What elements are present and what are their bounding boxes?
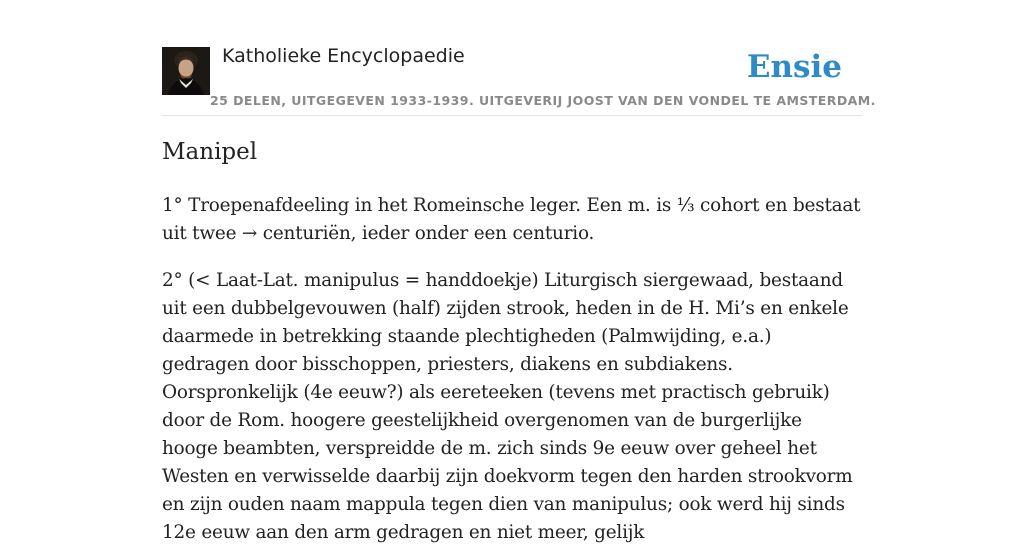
article-paragraph-1: 1° Troepenafdeeling in het Romeinsche leger. Een m. is ⅓ cohort en bestaat uit twee → centuriën, ieder onder een centurio. xyxy=(162,195,861,244)
site-subtitle: 25 DELEN, UITGEGEVEN 1933-1939. UITGEVERIJ JOOST VAN DEN VONDEL TE AMSTERDAM. xyxy=(210,93,876,108)
article-paragraph-2: 2° (< Laat-Lat. manipulus = handdoekje) Liturgisch siergewaad, bestaand uit een dubbelgevouwen (half) zijden strook, heden in de H. Mi’s en enkele daarmede in betrekking staande plechtigheden (Palmwijding, e.a.) gedragen door bisschoppen, priesters, diakens en subdiakens. Oorspronkelijk (4e eeuw?) als eereteeken (tevens met practisch gebruik) door de Rom. hoogere geestelijkheid overgenomen van de burgerlijke hooge beambten, verspreidde de m. zich sinds 9e eeuw over geheel het Westen en verwisselde daarbij zijn doekvorm tegen den harden strookvorm en zijn ouden naam mappula tegen dien van manipulus; ook werd hij sinds 12e eeuw aan den arm gedragen en niet meer, gelijk xyxy=(162,270,853,543)
site-title[interactable]: Katholieke Encyclopaedie xyxy=(222,45,465,67)
content-container xyxy=(162,0,876,543)
portrait-avatar[interactable] xyxy=(162,47,210,95)
ensie-logo[interactable]: Ensie xyxy=(746,49,842,85)
site-header xyxy=(162,0,876,116)
portrait-icon xyxy=(162,47,210,95)
article-title: Manipel xyxy=(162,139,258,165)
